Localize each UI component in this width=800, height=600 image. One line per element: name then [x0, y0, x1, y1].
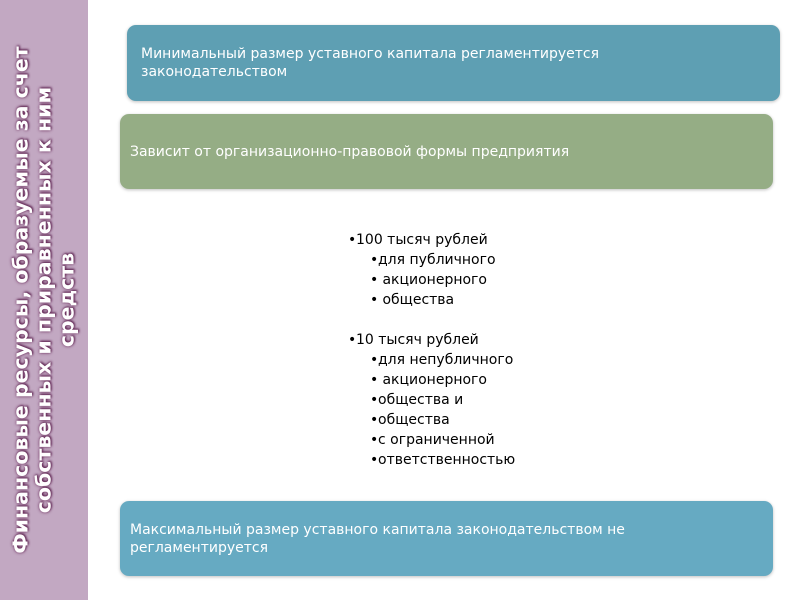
non-public-company-group: [348, 330, 515, 470]
sidebar-title: Финансовые ресурсы, образуемые за счет собственных и приравненных к ним средств: [8, 46, 79, 554]
list-item-text: акционерного: [378, 272, 487, 288]
list-item: [348, 270, 515, 290]
max-capital-text: Максимальный размер уставного капитала законодательством не регламентируется: [130, 521, 625, 556]
min-capital-text: Минимальный размер уставного капитала регламентируется законодательством: [141, 46, 600, 80]
legal-form-box: [120, 114, 773, 189]
bullet-icon: •: [370, 272, 379, 288]
bullet-icon: •: [370, 292, 379, 308]
list-item: [348, 290, 515, 310]
list-item-text: 10 тысяч рублей: [356, 332, 479, 348]
list-item-text: акционерного: [378, 372, 487, 388]
sidebar-panel: [0, 0, 88, 600]
bullet-icon: •: [370, 392, 379, 408]
capital-amounts-list: [348, 230, 515, 470]
list-item: [348, 430, 515, 450]
list-item-text: общества: [378, 412, 450, 428]
list-item: [348, 370, 515, 390]
bullet-icon: •: [348, 232, 357, 248]
bullet-icon: •: [370, 452, 379, 468]
list-item-text: общества: [378, 292, 455, 308]
list-item: [348, 410, 515, 430]
list-item-text: для публичного: [378, 252, 496, 268]
bullet-icon: •: [370, 432, 379, 448]
bullet-icon: •: [370, 372, 379, 388]
list-item-text: 100 тысяч рублей: [356, 232, 488, 248]
list-item: [348, 390, 515, 410]
max-capital-box: [120, 501, 773, 576]
list-item: [348, 330, 515, 350]
min-capital-box: [127, 25, 780, 101]
list-item-text: с ограниченной: [378, 432, 495, 448]
list-item: [348, 450, 515, 470]
list-item: [348, 350, 515, 370]
list-item-text: для непубличного: [378, 352, 514, 368]
list-item: [348, 250, 515, 270]
bullet-icon: •: [370, 412, 379, 428]
bullet-icon: •: [370, 252, 379, 268]
bullet-icon: •: [348, 332, 357, 348]
list-item: [348, 230, 515, 250]
bullet-icon: •: [370, 352, 379, 368]
legal-form-text: Зависит от организационно-правовой формы предприятия: [130, 143, 570, 160]
public-company-group: [348, 230, 515, 310]
list-item-text: общества и: [378, 392, 464, 408]
list-item-text: ответственностью: [378, 452, 516, 468]
